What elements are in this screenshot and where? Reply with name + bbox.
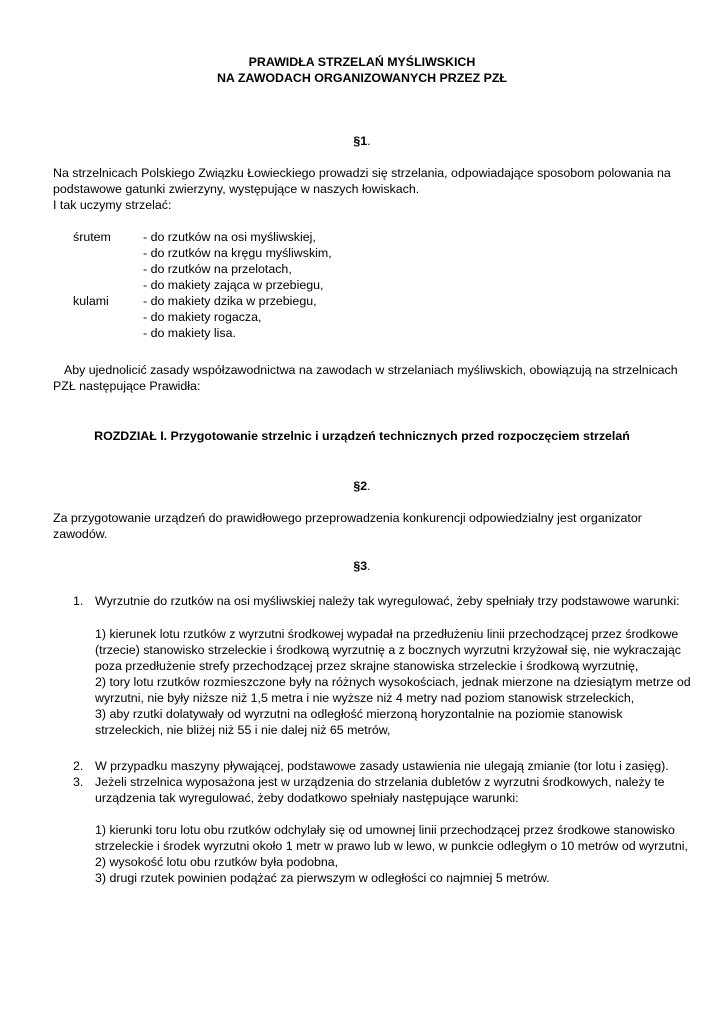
item-3-condition-line: 1) kierunki toru lotu obu rzutków odchylały się od umownej linii przechodzącej przez środkowe stanowisko xyxy=(95,823,675,837)
chapter-1-heading: ROZDZIAŁ I. Przygotowanie strzelnic i urządzeń technicznych przed rozpoczęciem strzelań xyxy=(94,429,630,443)
intro-line-2: podstawowe gatunki zwierzyny, występujące w naszych łowiskach. xyxy=(53,182,420,196)
item-1-text: Wyrzutnie do rzutków na osi myśliwskiej należy tak wyregulować, żeby spełniały trzy podstawowe warunki: xyxy=(95,594,680,608)
list-item: - do rzutków na przelotach, xyxy=(143,262,292,276)
item-1-condition-line: 1) kierunek lotu rzutków z wyrzutni środkowej wypadał na przedłużeniu linii przechodzącej przez środkowe xyxy=(95,627,679,641)
section-2-line-2: zawodów. xyxy=(53,527,108,541)
item-1-condition-line: wyrzutni, nie były niższe niż 1,5 metra i nie wyższe niż 4 metry nad poziom stanowisk strzeleckich, xyxy=(95,691,635,705)
list-item: - do rzutków na osi myśliwskiej, xyxy=(143,230,316,244)
item-3-text-line-1: Jeżeli strzelnica wyposażona jest w urządzenia do strzelania dubletów z wyrzutni środkowych, należy te xyxy=(95,775,665,789)
item-3-text-line-2: urządzenia tak wyregulować, żeby dodatkowo spełniały następujące warunki: xyxy=(95,791,519,805)
section-3-dot: . xyxy=(367,559,371,573)
section-2-line-1: Za przygotowanie urządzeń do prawidłowego przeprowadzenia konkurencji odpowiedzialny jest organizator xyxy=(53,511,642,525)
item-2-number: 2. xyxy=(73,759,84,773)
section-1-heading xyxy=(0,133,724,149)
list-item: - do makiety zająca w przebiegu, xyxy=(143,278,324,292)
section-2-mark: §2 xyxy=(353,479,368,493)
intro-line-3: I tak uczymy strzelać: xyxy=(53,198,172,212)
list-item: - do rzutków na kręgu myśliwskim, xyxy=(143,246,332,260)
document-title-line-2: NA ZAWODACH ORGANIZOWANYCH PRZEZ PZŁ xyxy=(216,71,508,85)
list-item: - do makiety dzika w przebiegu, xyxy=(143,294,317,308)
group-label-srutem: śrutem xyxy=(73,230,111,244)
item-1-condition-line: poza przedłużenie strefy przechodzącej przez skrajne stanowiska strzeleckie i środkową wyrzutnię, xyxy=(95,659,639,673)
closing-line-1: Aby ujednolicić zasady współzawodnictwa na zawodach w strzelaniach myśliwskich, obowiązują na strzelnicach xyxy=(64,363,678,377)
item-3-number: 3. xyxy=(73,775,84,789)
list-item: - do makiety lisa. xyxy=(143,326,236,340)
intro-line-1: Na strzelnicach Polskiego Związku Łowieckiego prowadzi się strzelania, odpowiadające sposobom polowania na xyxy=(53,166,671,180)
section-3-heading xyxy=(0,558,724,574)
item-3-condition-line: 2) wysokość lotu obu rzutków była podobna, xyxy=(95,855,339,869)
section-1-mark: §1 xyxy=(353,134,368,148)
item-3-condition-line: 3) drugi rzutek powinien podążać za pierwszym w odległości co najmniej 5 metrów. xyxy=(95,871,550,885)
item-1-condition-line: strzeleckich, nie bliżej niż 55 i nie dalej niż 65 metrów, xyxy=(95,723,391,737)
section-3-mark: §3 xyxy=(353,559,368,573)
group-label-kulami: kulami xyxy=(73,294,109,308)
section-2-heading xyxy=(0,478,724,494)
section-1-dot: . xyxy=(367,134,371,148)
item-1-condition-line: 3) aby rzutki dolatywały od wyrzutni na odległość mierzoną horyzontalnie na poziomie stanowisk xyxy=(95,707,623,721)
item-1-number: 1. xyxy=(73,594,84,608)
closing-line-2: PZŁ następujące Prawidła: xyxy=(53,379,201,393)
list-item: - do makiety rogacza, xyxy=(143,310,262,324)
item-3-condition-line: strzeleckie i środek wyrzutni około 1 metr w prawo lub w lewo, w punkcie odległym o 10 metrów od wyrzutni, xyxy=(95,839,688,853)
section-2-dot: . xyxy=(367,479,371,493)
item-2-text: W przypadku maszyny pływającej, podstawowe zasady ustawienia nie ulegają zmianie (tor lotu i zasięg). xyxy=(95,759,669,773)
item-1-condition-line: 2) tory lotu rzutków rozmieszczone były na różnych wysokościach, jednak mierzone na dziesiątym metrze od xyxy=(95,675,691,689)
item-1-condition-line: (trzecie) stanowisko strzeleckie i środkową wyrzutnię a z bocznych wyrzutni krzyżował się, nie wykraczając xyxy=(95,643,681,657)
document-title-line-1: PRAWIDŁA STRZELAŃ MYŚLIWSKICH xyxy=(248,55,476,69)
